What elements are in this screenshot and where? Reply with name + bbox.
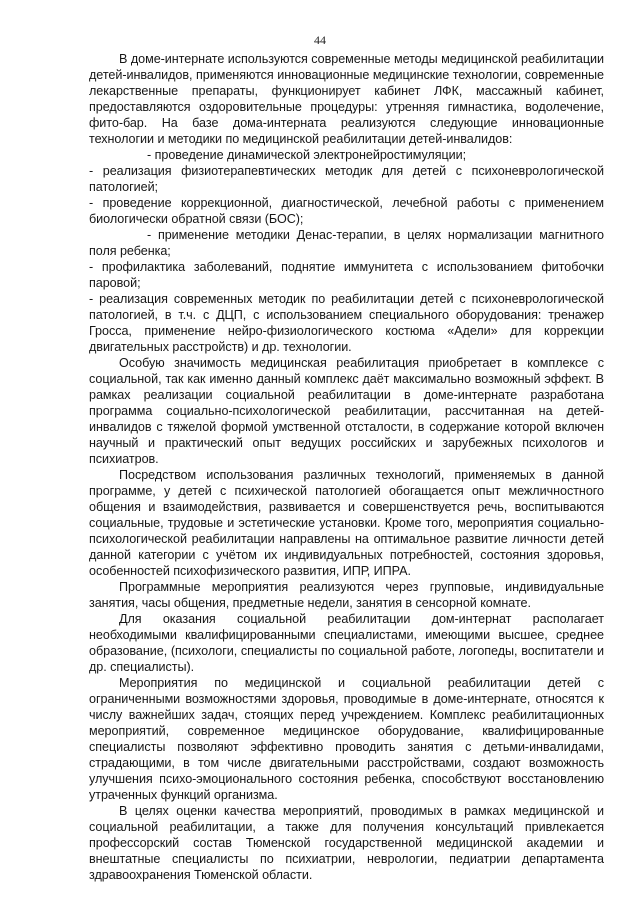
paragraph-specialists: Для оказания социальной реабилитации дом-интернат располагает необходимыми квалифицированными специалистами, имеющими высшее, среднее образование, (психологи, специалисты по социальной работе, логопеды, воспитатели и др. специалисты). (89, 612, 604, 674)
paragraph-rehab-methods: В доме-интернате используются современные методы медицинской реабилитации детей-инвалидов, применяются инновационные медицинские технологии, современные лекарственные препараты, функционирует кабинет ЛФК, массажный кабинет, предоставляются оздоровительные процедуры: утренняя гимнастика, водолечение, фито-бар. На базе дома-интерната реализуются следующие инновационные технологии и методики по медицинской реабилитации детей-инвалидов: (89, 52, 604, 146)
document-body (89, 51, 604, 883)
list-item-electroneurostimulation: - проведение динамической электронейростимуляции; (147, 148, 467, 162)
page-number: 44 (314, 33, 326, 47)
paragraph-program-activities: Программные мероприятия реализуются через групповые, индивидуальные занятия, часы общения, предметные недели, занятия в сенсорной комнате. (89, 580, 604, 610)
list-item-phytobarrel: - профилактика заболеваний, поднятие иммунитета с использованием фитобочки паровой; (89, 260, 604, 290)
list-item-cerebral-palsy-methods: - реализация современных методик по реабилитации детей с психоневрологической патологией, в т.ч. с ДЦП, с использованием специального оборудования: тренажер Гросса, применение нейро-физиологического костюма «Адели» для коррекции двигательных расстройств) и др. технологии. (89, 292, 604, 354)
paragraph-rehab-measures: Мероприятия по медицинской и социальной реабилитации детей с ограниченными возможностями здоровья, проводимые в доме-интернате, относятся к числу важнейших задач, стоящих перед учреждением. Комплекс реабилитационных мероприятий, современное медицинское оборудование, квалифицированные специалисты позволяют эффективно проводить занятия с детьми-инвалидами, страдающими, в том числе двигательными расстройствами, создают возможность улучшения психо-эмоционального состояния ребенка, способствуют восстановлению утраченных функций организма. (89, 676, 604, 802)
list-item-denas-therapy: - применение методики Денас-терапии, в целях нормализации магнитного поля ребенка; (89, 228, 604, 258)
paragraph-quality-assessment: В целях оценки качества мероприятий, проводимых в рамках медицинской и социальной реабилитации, а также для получения консультаций привлекается профессорский состав Тюменской государственной медицинской академии и внештатные специалисты по психиатрии, неврологии, педиатрии департамента здравоохранения Тюменской области. (89, 804, 604, 882)
list-item-physiotherapy: - реализация физиотерапевтических методик для детей с психоневрологической патологией; (89, 164, 604, 194)
paragraph-social-rehabilitation: Особую значимость медицинская реабилитация приобретает в комплексе с социальной, так как именно данный комплекс даёт максимально возможный эффект. В рамках реализации социальной реабилитации в доме-интернате разработана программа социально-психологической реабилитации, рассчитанная на детей-инвалидов с тяжелой формой умственной отсталости, в содержание которой включен научный и практический опыт ведущих российских и зарубежных психологов и психиатров. (89, 356, 604, 466)
paragraph-program-technologies: Посредством использования различных технологий, применяемых в данной программе, у детей с психической патологией обогащается опыт межличностного общения и взаимодействия, развивается и совершенствуется речь, воспитываются социальные, трудовые и эстетические установки. Кроме того, мероприятия социально-психологической реабилитации направлены на оптимальное развитие личности детей данной категории с учётом их индивидуальных потребностей, состояния здоровья, особенностей психофизического развития, ИПР, ИПРА. (89, 468, 604, 578)
list-item-biofeedback: - проведение коррекционной, диагностической, лечебной работы с применением биологически обратной связи (БОС); (89, 196, 604, 226)
